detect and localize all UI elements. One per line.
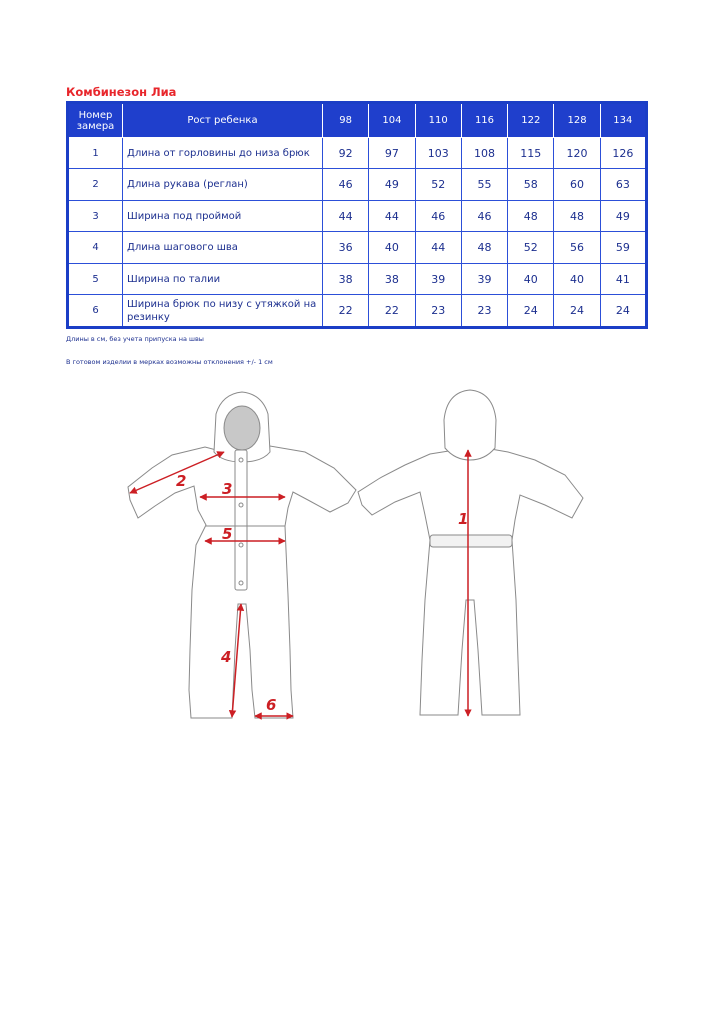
snap-button [239, 458, 243, 462]
header-size: 122 [508, 103, 554, 138]
measure-value: 108 [461, 138, 507, 169]
measure-value: 63 [600, 169, 646, 200]
snap-button [239, 503, 243, 507]
measure-value: 120 [554, 138, 600, 169]
measure-value: 46 [415, 200, 461, 231]
measure-value: 23 [415, 295, 461, 328]
measure-description: Длина шагового шва [123, 232, 323, 263]
measure-value: 52 [415, 169, 461, 200]
header-size: 128 [554, 103, 600, 138]
measure-number: 6 [68, 295, 123, 328]
elastic-waistband [430, 535, 512, 547]
measure-description: Длина от горловины до низа брюк [123, 138, 323, 169]
measure-label-1: 1 [458, 510, 469, 528]
measure-value: 126 [600, 138, 646, 169]
header-size: 110 [415, 103, 461, 138]
measure-value: 60 [554, 169, 600, 200]
measure-value: 40 [554, 263, 600, 294]
measure-value: 49 [600, 200, 646, 231]
measure-value: 48 [508, 200, 554, 231]
measure-value: 44 [323, 200, 369, 231]
measure-value: 40 [508, 263, 554, 294]
measure-label-2: 2 [176, 472, 187, 490]
zipper-placket [235, 450, 247, 590]
header-size: 98 [323, 103, 369, 138]
measure-value: 58 [508, 169, 554, 200]
measure-value: 38 [369, 263, 415, 294]
measure-number: 1 [68, 138, 123, 169]
measure-value: 59 [600, 232, 646, 263]
measure-value: 56 [554, 232, 600, 263]
measure-value: 103 [415, 138, 461, 169]
measure-description: Ширина брюк по низу с утяжкой на резинку [123, 295, 323, 328]
measure-value: 22 [369, 295, 415, 328]
measure-value: 41 [600, 263, 646, 294]
measure-label-6: 6 [266, 696, 277, 714]
measure-value: 24 [554, 295, 600, 328]
measure-description: Длина рукава (реглан) [123, 169, 323, 200]
measure-value: 92 [323, 138, 369, 169]
header-size: 116 [461, 103, 507, 138]
measure-number: 2 [68, 169, 123, 200]
measure-value: 40 [369, 232, 415, 263]
measure-value: 22 [323, 295, 369, 328]
measure-value: 39 [461, 263, 507, 294]
back-jumpsuit-outline [358, 448, 583, 715]
measure-value: 48 [554, 200, 600, 231]
measure-value: 24 [600, 295, 646, 328]
measure-description: Ширина под проймой [123, 200, 323, 231]
header-size: 104 [369, 103, 415, 138]
measure-value: 49 [369, 169, 415, 200]
back-hood [444, 390, 496, 460]
front-view [128, 392, 356, 718]
measure-value: 44 [369, 200, 415, 231]
measure-label-5: 5 [222, 525, 233, 543]
header-measure-number: Номер замера [68, 103, 123, 138]
measure-value: 24 [508, 295, 554, 328]
snap-button [239, 543, 243, 547]
snap-button [239, 581, 243, 585]
measure-value: 48 [461, 232, 507, 263]
measure-value: 23 [461, 295, 507, 328]
measure-value: 55 [461, 169, 507, 200]
measure-label-4: 4 [221, 648, 232, 666]
measure-label-3: 3 [222, 480, 233, 498]
measure-description: Ширина по талии [123, 263, 323, 294]
measure-value: 38 [323, 263, 369, 294]
note-units: Длины в см, без учета припуска на швы [66, 335, 204, 343]
measure-number: 5 [68, 263, 123, 294]
measure-number: 3 [68, 200, 123, 231]
header-child-height: Рост ребенка [123, 103, 323, 138]
measure-value: 39 [415, 263, 461, 294]
hood-face-opening [224, 406, 260, 450]
back-view [358, 390, 583, 715]
measure-number: 4 [68, 232, 123, 263]
header-size: 134 [600, 103, 646, 138]
measure-value: 46 [323, 169, 369, 200]
note-tolerance: В готовом изделии в мерках возможны отклонения +/- 1 см [66, 358, 273, 366]
measure-value: 52 [508, 232, 554, 263]
measure-value: 44 [415, 232, 461, 263]
measure-value: 46 [461, 200, 507, 231]
measure-value: 115 [508, 138, 554, 169]
measure-value: 36 [323, 232, 369, 263]
measure-value: 97 [369, 138, 415, 169]
product-title: Комбинезон Лиа [66, 85, 177, 99]
